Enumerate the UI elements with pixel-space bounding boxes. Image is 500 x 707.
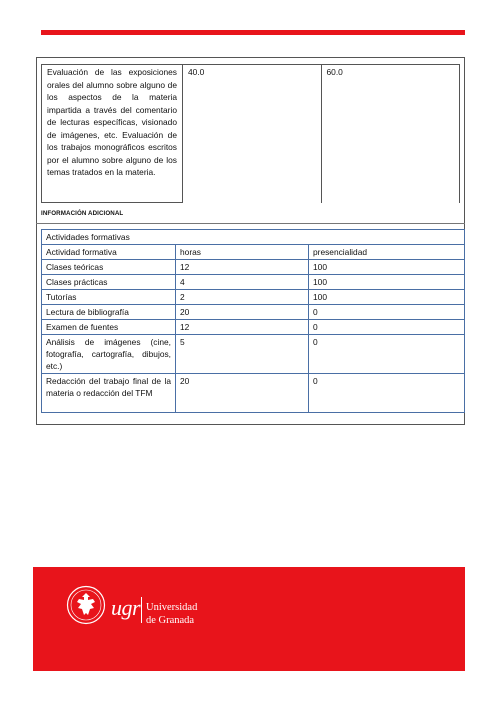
university-name-line1: Universidad	[146, 602, 198, 613]
table-cell: 0	[309, 320, 465, 335]
table-cell: Redacción del trabajo final de la materia o redacción del TFM	[42, 374, 176, 413]
activities-table	[41, 229, 465, 413]
evaluation-description: Evaluación de las exposiciones orales del alumno sobre alguno de los aspectos de la materia impartida a través del comentario de lecturas específicas, visionado de imágenes, etc. Evaluación de los trabajos monográficos escritos por el alumno sobre alguno de los temas tratados en la materia.	[42, 65, 183, 203]
table-header-row	[42, 245, 465, 260]
logo-separator	[141, 597, 142, 623]
evaluation-min: 40.0	[183, 65, 322, 203]
table-row	[42, 335, 465, 374]
table-cell: 100	[309, 260, 465, 275]
table-cell: Análisis de imágenes (cine, fotografía, cartografía, dibujos, etc.)	[42, 335, 176, 374]
column-header: Actividad formativa	[42, 245, 176, 260]
table-row	[42, 65, 460, 203]
evaluation-max: 60.0	[321, 65, 460, 203]
table-cell: Clases prácticas	[42, 275, 176, 290]
table-cell: 100	[309, 290, 465, 305]
table-cell: Clases teóricas	[42, 260, 176, 275]
university-seal-icon	[66, 585, 106, 625]
column-header: horas	[176, 245, 309, 260]
table-cell: 100	[309, 275, 465, 290]
footer-banner	[33, 567, 465, 671]
table-cell: Examen de fuentes	[42, 320, 176, 335]
table-row	[42, 290, 465, 305]
evaluation-table	[41, 64, 460, 203]
table-cell: 0	[309, 374, 465, 413]
header-red-bar	[41, 30, 465, 35]
ugr-logo: ugr	[111, 595, 141, 620]
table-cell: 20	[176, 374, 309, 413]
table-cell: 0	[309, 335, 465, 374]
university-name	[146, 601, 197, 627]
table-cell: 12	[176, 260, 309, 275]
table-row	[42, 374, 465, 413]
table-row	[42, 275, 465, 290]
table-cell: 5	[176, 335, 309, 374]
table-row	[42, 320, 465, 335]
table-caption-row	[42, 230, 465, 245]
table-cell: Lectura de bibliografía	[42, 305, 176, 320]
table-cell: 4	[176, 275, 309, 290]
university-name-line2: de Granada	[146, 615, 195, 626]
table-cell: 20	[176, 305, 309, 320]
table-caption: Actividades formativas	[42, 230, 465, 245]
divider	[36, 223, 465, 224]
table-cell: 2	[176, 290, 309, 305]
table-cell: 12	[176, 320, 309, 335]
table-cell: Tutorías	[42, 290, 176, 305]
section-heading: INFORMACIÓN ADICIONAL	[41, 210, 124, 217]
column-header: presencialidad	[309, 245, 465, 260]
table-row	[42, 305, 465, 320]
table-row	[42, 260, 465, 275]
table-cell: 0	[309, 305, 465, 320]
